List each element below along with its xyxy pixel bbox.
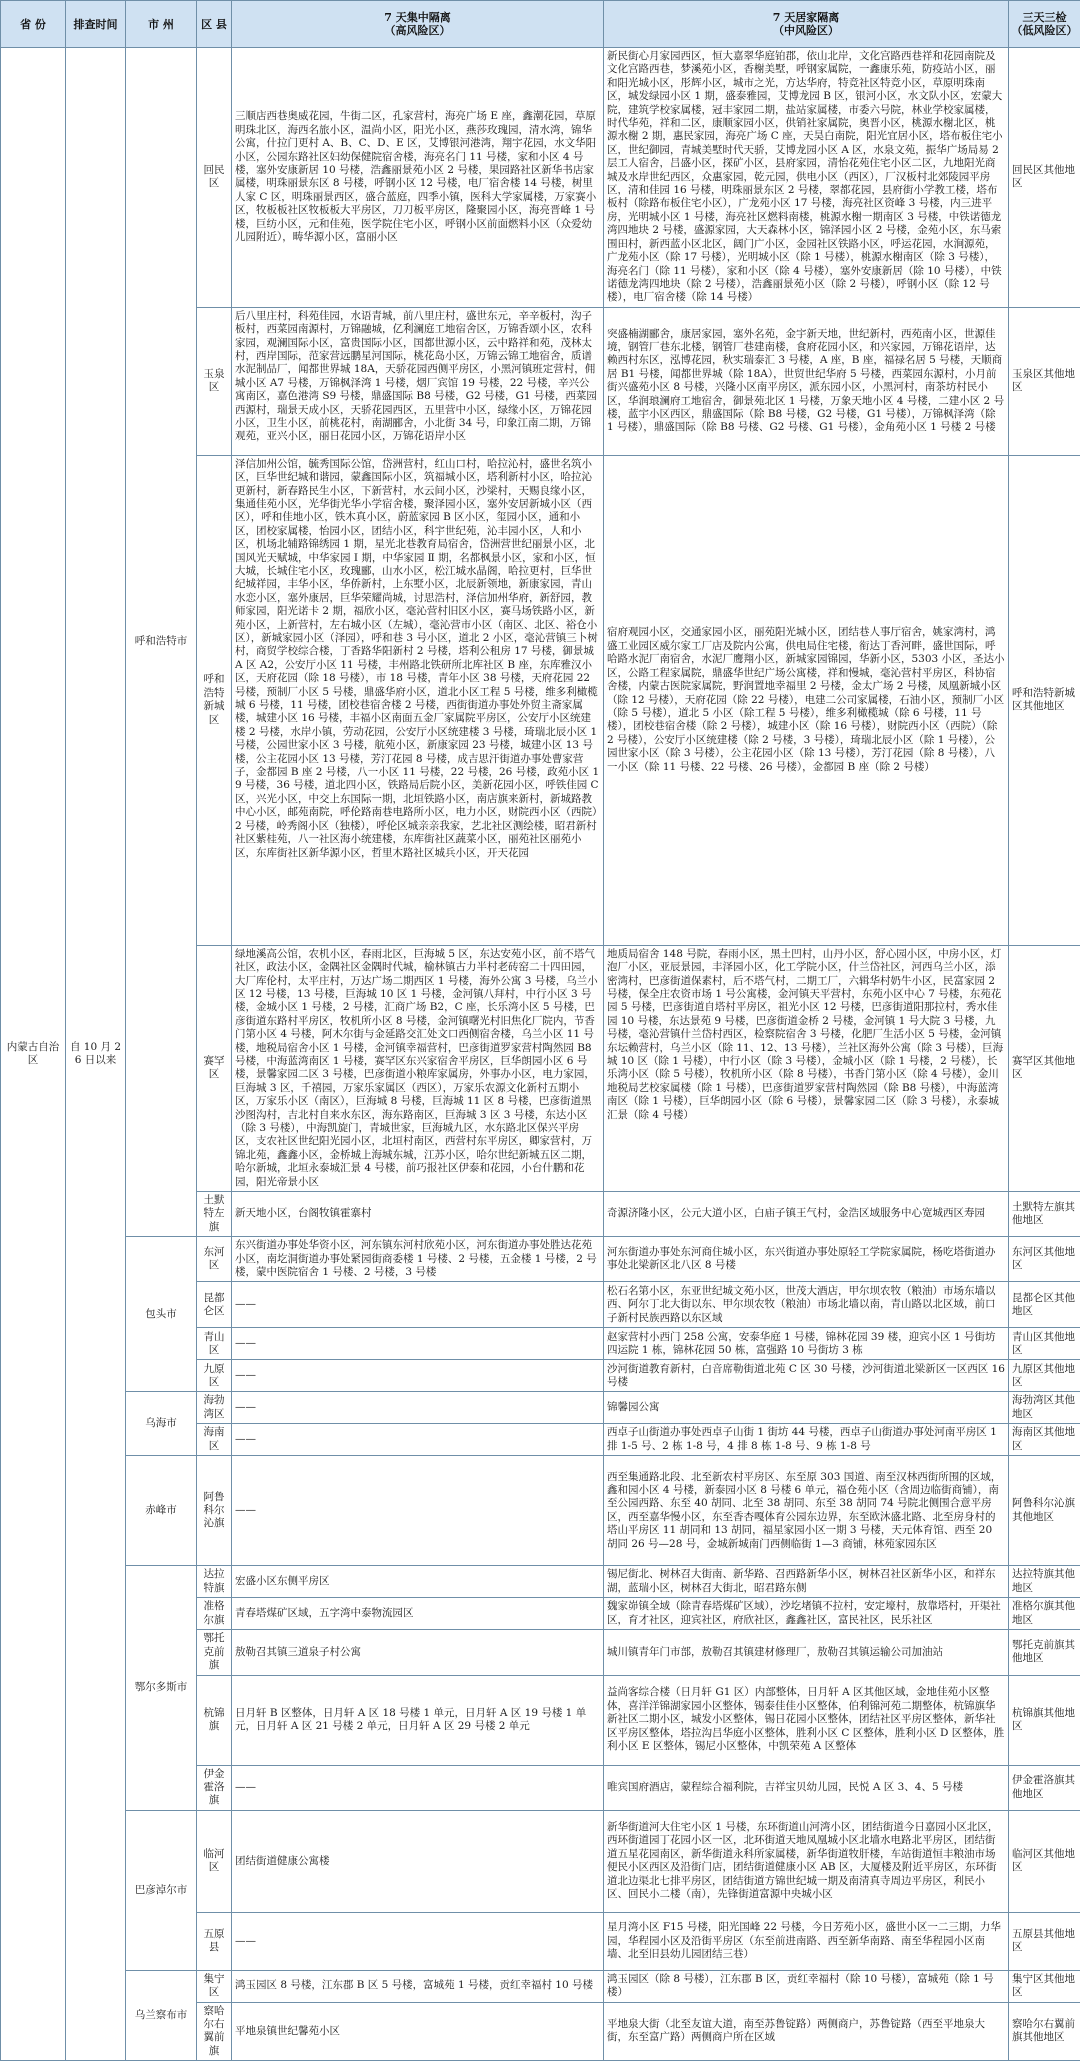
header-city: 市 州: [126, 1, 197, 48]
header-mid-risk: 7 天居家隔离 （中风险区）: [604, 1, 1009, 48]
district-cell: 集宁区: [197, 1970, 232, 2002]
district-cell: 五原县: [197, 1912, 232, 1970]
high-risk-cell: 日月轩 B 区整体，日月轩 A 区 18 号楼 1 单元，日月轩 A 区 19 号楼 1 单元，日月轩 A 区 21 号楼 2 单元，日月轩 A 区 29 号楼 2 单元: [232, 1675, 604, 1765]
mid-risk-cell: 唯宾国府酒店，蒙程综合福利院，吉祥宝贝幼儿园，民悦 A 区 3、4、5 号楼: [604, 1765, 1009, 1810]
high-risk-cell: 青春塔煤矿区域，五字湾中泰物流园区: [232, 1598, 604, 1630]
mid-risk-cell: 锡尼街北、树林召大街南、新华路、召西路新华小区，树林召社区新华小区，和祥东湖，蓝瑞小区，树林召大街北，昭君路东侧: [604, 1566, 1009, 1598]
high-risk-cell: 团结街道健康公寓楼: [232, 1810, 604, 1912]
district-cell: 伊金霍洛旗: [197, 1765, 232, 1810]
mid-risk-cell: 西至集通路北段、北至新农村平房区、东至原 303 国道、南至汉林西街所围的区域，鑫和园小区 4 号楼，新泰园小区 8 号楼 6 单元，福仓苑小区（含周边临街商铺），南至公园西路、东至 40 胡同、北至 38 胡同、东至 38 胡同 74 号院北侧围合意平房区，西至嘉华慢小区，东至香杏嘎体育公园东边界，东至欧沐盛北路、北至房身村的塔山平房区 11 胡同和 13 胡同，福星家园小区一期 3 号楼，天元体育馆、西至 20 胡同 26 号—28 号，金城新城南门西侧临街 1—3 商铺，林苑家园东区: [604, 1456, 1009, 1566]
check-time-cell: 自 10 月 26 日以来: [66, 48, 126, 2061]
table-row: [1, 1237, 1080, 1282]
district-cell: 东河区: [197, 1237, 232, 1282]
low-risk-cell: 达拉特旗其他地区: [1009, 1566, 1080, 1598]
city-cell: 包头市: [126, 1237, 197, 1392]
low-risk-cell: 海南区其他地区: [1009, 1424, 1080, 1456]
low-risk-cell: 昆都仑区其他地区: [1009, 1282, 1080, 1328]
low-risk-cell: 察哈尔右翼前旗其他地区: [1009, 2002, 1080, 2061]
district-cell: 呼和浩特新城区: [197, 455, 232, 945]
high-risk-cell: 绿地溪高公馆，农机小区，春雨北区，巨海城 5 区，东达安苑小区，前不塔气社区，政法小区，金隅社区金隅时代城，榆林镇古力半村老砖窑二十四田园，大厂库伦村，太平庄村，万达广场二期西区 1 号楼，海外公寓 3 号楼，乌兰小区 12 号楼，13 号楼，巨海城 10 区 1 号楼，金河镇八拜村，中行小区 3 号楼，金城小区 1 号楼，2 号楼，汇商广场 B2，C 座，长乐湾小区 5 号楼，巴彦街道东路村平房区，牧机所小区 8 号楼，金河镇曙光村旧焦化厂院内，节香门第小区 4 号楼，阿木尔街与金延路交汇处文口西侧宿舍楼，乌兰小区 11 号楼，地税局宿舍小区 1 号楼，金河镇幸福营村，巴彦街道罗家营村陶然园 B8 号楼，中海蓝湾南区 1 号楼，赛罕区东兴家宿舍平房区，巨华朗园小区 6 号楼，景馨家园二区 3 号楼，巴彦街道小粮库家属房，外事办小区，电力家园，巨海城 3 区，千禧园，万家乐家属区（西区），万家乐农源文化新村五期小区，万家乐小区（南区），巨海城 8 号楼，巨海城 11 区 8 号楼，巴彦街道黑沙图沟村，吉北村自来水东区，海东路南区，巨海城 3 区 3 号楼，东达小区（除 3 号楼），中海凯旋门，青城世家，巨海城九区，水东路北区保兴平房区，支农社区世纪阳光园小区，北垣村南区，西营村东平房区，卿家营村，万锦北苑，鑫鑫小区，金桥城上海城东城，江苏小区，哈尔世纪新城五区二期，哈尔新城，北垣永泰城汇景 4 号楼，前巧报社区伊泰和花园，小台什鹏和花园，阳光帝景小区: [232, 945, 604, 1191]
low-risk-cell: 呼和浩特新城区其他地区: [1009, 455, 1080, 945]
low-risk-cell: 土默特左旗其他地区: [1009, 1192, 1080, 1237]
mid-risk-cell: 奇源济隆小区，公元大道小区，白庙子镇王气村，金浩区域服务中心宽城西区寿园: [604, 1192, 1009, 1237]
high-risk-cell: ——: [232, 1360, 604, 1392]
district-cell: 赛罕区: [197, 945, 232, 1191]
high-risk-cell: 敖勒召其镇三道泉子村公寓: [232, 1630, 604, 1675]
header-high-risk: 7 天集中隔离 （高风险区）: [232, 1, 604, 48]
high-risk-cell: ——: [232, 1424, 604, 1456]
mid-risk-cell: 鸿玉园区（除 8 号楼），江东郡 B 区，贡红幸福村（除 10 号楼），富城苑（除 1 号楼）: [604, 1970, 1009, 2002]
header-province: 省 份: [1, 1, 66, 48]
mid-risk-cell: 赵家营村小西门 258 公寓，安泰华庭 1 号楼，锦林花园 39 楼，迎宾小区 1 号街坊四运院 1 栋，锦林花园 50 栋，富强路 10 号街坊 3 栋: [604, 1328, 1009, 1360]
mid-risk-cell: 魏家峁镇全域（除青春塔煤矿区域），沙圪堵镇不拉村，安定壕村，敖靠塔村，开渠社区，育才社区，迎宾社区，府欣社区，鑫鑫社区，富民社区，民乐社区: [604, 1598, 1009, 1630]
mid-risk-cell: 沙河街道教育新村，白音席勒街道北苑 C 区 30 号楼，沙河街道北梁新区一区西区 16 号楼: [604, 1360, 1009, 1392]
city-cell: 巴彦淖尔市: [126, 1810, 197, 1970]
district-cell: 杭锦旗: [197, 1675, 232, 1765]
high-risk-cell: 东兴街道办事处华资小区，河东镇东河村欣苑小区，河东街道办事处胜达花苑小区，南圪洞街道办事处紧园街商委楼 1 号楼、2 号楼，五金楼 1 号楼，2 号楼，蒙中医院宿舍 1 号楼、2 号楼，3 号楼: [232, 1237, 604, 1282]
district-cell: 九原区: [197, 1360, 232, 1392]
high-risk-cell: 鸿玉园区 8 号楼，江东郡 B 区 5 号楼，富城苑 1 号楼，贡红幸福村 10 号楼: [232, 1970, 604, 2002]
high-risk-cell: ——: [232, 1392, 604, 1424]
header-check-time: 排查时间: [66, 1, 126, 48]
low-risk-cell: 玉泉区其他地区: [1009, 307, 1080, 455]
district-cell: 察哈尔右翼前旗: [197, 2002, 232, 2061]
header-district: 区 县: [197, 1, 232, 48]
high-risk-cell: ——: [232, 1328, 604, 1360]
city-cell: 赤峰市: [126, 1456, 197, 1566]
low-risk-cell: 鄂托克前旗其他地区: [1009, 1630, 1080, 1675]
district-cell: 玉泉区: [197, 307, 232, 455]
low-risk-cell: 青山区其他地区: [1009, 1328, 1080, 1360]
district-cell: 青山区: [197, 1328, 232, 1360]
district-cell: 海勃湾区: [197, 1392, 232, 1424]
city-cell: 乌兰察布市: [126, 1970, 197, 2060]
high-risk-cell: 新天地小区，台阁牧镇霍寨村: [232, 1192, 604, 1237]
district-cell: 阿鲁科尔沁旗: [197, 1456, 232, 1566]
district-cell: 海南区: [197, 1424, 232, 1456]
high-risk-cell: ——: [232, 1456, 604, 1566]
high-risk-cell: 后八里庄村，科苑佳园，水语青城，前八里庄村，盛世东元，辛辛板村，沟子板村，西菜园南源村，万锦融城，亿利澜庭工地宿舍区，万锦香颂小区，农科家园，观澜国际小区，富贵国际小区，国都世源小区，云中路祥和苑，茂林太村，西岸国际，范家营远鹏星河国际，桃花岛小区，万锦云锦工地宿舍，质谱水泥制品厂，闻都世界城 18A，天骄花园西侧平房区，小黑河镇班定营村，佣城小区 A7 号楼，万锦枫泽湾 1 号楼，烟厂宾馆 19 号楼，22 号楼，辛兴公寓南区，嘉色港湾 S9 号楼，鼎盛国际 B8 号楼，G2 号楼，G1 号楼，西菜园西源村，瑞景天成小区，天骄花园西区，五里营中小区，绿缘小区，万锦花园小区，卫生小区，前桃花村，南湖郦舍，小北街 34 号，印象江南二期，万锦观苑，亚兴小区，丽日花园小区，万锦花语岸小区: [232, 307, 604, 455]
low-risk-cell: 准格尔旗其他地区: [1009, 1598, 1080, 1630]
low-risk-cell: 回民区其他地区: [1009, 48, 1080, 308]
table-row: [1, 1970, 1080, 2002]
table-row: [1, 48, 1080, 308]
mid-risk-cell: 益尚客综合楼（日月轩 G1 区）内部整体，日月轩 A 区其他区域，金地佳苑小区整体，喜洋洋锦湖家园小区整体，锡泰佳佳小区整体，伯利锦河苑二期整体，杭锦旗华新社区二期小区，城发小区整体，锡日花园小区整体，团结社区平房区整体，新华社区平房区整体，塔拉沟吕华庭小区整体，胜利小区 C 区整体，胜利小区 D 区整体，胜利小区 E 区整体，锡尼小区整体，中凯荣苑 A 区整体: [604, 1675, 1009, 1765]
low-risk-cell: 赛罕区其他地区: [1009, 945, 1080, 1191]
high-risk-cell: 平地泉镇世纪馨苑小区: [232, 2002, 604, 2061]
low-risk-cell: 阿鲁科尔沁旗其他地区: [1009, 1456, 1080, 1566]
district-cell: 达拉特旗: [197, 1566, 232, 1598]
mid-risk-cell: 河东街道办事处东河商住城小区，东兴街道办事处原轻工学院家属院，杨吃塔街道办事处北梁新区北八区 8 号楼: [604, 1237, 1009, 1282]
table-row: [1, 1392, 1080, 1424]
mid-risk-cell: 星月湾小区 F15 号楼，阳光国峰 22 号楼，今日芳苑小区，盛世小区一二三期，力华园，华程园小区及沿街平房区（东至前进南路、西至新华南路、南至华程园小区南墙、北至旧县幼儿园团结三巷）: [604, 1912, 1009, 1970]
high-risk-cell: ——: [232, 1282, 604, 1328]
mid-risk-cell: 新华街道河大住宅小区 1 号楼，东环街道山河湾小区，团结街道今日嘉园小区北区，西环街道园丁花园小区一区，北环街道天地凤凰城小区北墙水电路北平房区，团结街道五星花园南区，新华街道永科所家属楼，新华街道牧肝楼，车站街道恒丰粮油市场便民小区西区及沿街门店，团结街道健康小区 AB 区，大厦楼及附近平房区，东环街道北边渠北七排平房区，团结街道方锦世纪城一期及南清真寺周边平房区，利民小区、回民小二楼（南），先锋街道富源中央城小区: [604, 1810, 1009, 1912]
table-row: [1, 1566, 1080, 1598]
mid-risk-cell: 地质局宿舍 148 号院，春雨小区，黑土凹村，山丹小区，舒心园小区，中房小区，灯泡厂小区，亚辰景园，丰泽园小区，化工学院小区，什兰岱社区，河西乌兰小区，添密湾村，巴彦街道保素村，后不塔气村，二期工厂，六辑华村奶牛小区，民富家园 2 号楼，保全庄农资市场 1 号公寓楼，金河镇天平营村，东苑小区中心 7 号楼，东苑花园 5 号楼，巴彦街道自塔村平房区，祖光小区 12 号楼，巴彦街道阳那拉村，秀水佳园 10 号楼，东达景苑 9 号楼，巴彦街道金桥 2 号楼，金河镇 1 号大院 3 号楼，九号楼，毫沁营镇什兰岱村西区，检察院宿舍 3 号楼，化肥厂生活小区 5 号楼，金河镇东坛赖营村，乌兰小区（除 11、12、13 号楼），兰社区海外公寓（除 3 号楼），巨海城 10 区（除 1 号楼），中行小区（除 3 号楼），金城小区（除 1 号楼，2 号楼），长乐湾小区（除 5 号楼），牧机所小区（除 8 号楼），书香门第小区（除 4 号楼），金川地税局艺校家属楼（除 1 号楼），巴彦街道罗家营村陶然园（除 B8 号楼），中海蓝湾南区（除 1 号楼），巨华朗园小区（除 6 号楼），景馨家园二区（除 3 号楼），永泰城汇景（除 4 号楼）: [604, 945, 1009, 1191]
low-risk-cell: 九原区其他地区: [1009, 1360, 1080, 1392]
province-cell: 内蒙古自治区: [1, 48, 66, 2061]
city-cell: 鄂尔多斯市: [126, 1566, 197, 1810]
high-risk-cell: ——: [232, 1765, 604, 1810]
low-risk-cell: 海勃湾区其他地区: [1009, 1392, 1080, 1424]
district-cell: 土默特左旗: [197, 1192, 232, 1237]
mid-risk-cell: 宿府观园小区，交通家园小区，丽苑阳光城小区，团结巷人事厅宿舍，姚家湾村，鸿盛工业园区威尔家工厂店及院内公寓，供电局住宅楼，衔达丁香河畔，盛世国际，呼哈路水泥厂南宿舍，水泥厂鹰翔小区，新城家园锦园，华新小区，5303 小区，圣达小区，公路工程家属院，鼎盛华世纪广场公寓楼，祥和慢城，毫沁营村平房区，科协宿舍楼，内蒙古医院家属院，野润置地幸福里 2 号楼，金太广场 2 号楼，凤凰新城小区（除 12 号楼），天府花园（除 22 号楼），电建二公司家属楼，石油小区，预制厂小区（除 5 号楼），道北 5 小区（除工程 5 号楼），维多利橄榄城（除 6 号楼，11 号楼），团校巷宿舍楼（除 2 号楼），城建小区（除 16 号楼），财院西小区（西院）（除 2 号楼），公安厅小区统建楼（除 2 号楼，3 号楼），琦瑞北辰小区（除 1 号楼），公园世家小区（除 3 号楼），公主花园小区（除 13 号楼），芳汀花园（除 8 号楼），八一小区（除 11 号楼、22 号楼、26 号楼），金都园 B 座（除 2 号楼）: [604, 455, 1009, 945]
district-cell: 临河区: [197, 1810, 232, 1912]
high-risk-cell: 宏盛小区东侧平房区: [232, 1566, 604, 1598]
low-risk-cell: 杭锦旗其他地区: [1009, 1675, 1080, 1765]
city-cell: 乌海市: [126, 1392, 197, 1456]
table-row: [1, 1456, 1080, 1566]
mid-risk-cell: 松石名第小区，东亚世纪城文苑小区，世茂大酒店，甲尔坝农牧（粮油）市场东墙以西、阿尔丁北大街以东、甲尔坝农牧（粮油）市场北墙以南，青山路以北区域，前口子新村民族西路以东区域: [604, 1282, 1009, 1328]
district-cell: 昆都仑区: [197, 1282, 232, 1328]
low-risk-cell: 临河区其他地区: [1009, 1810, 1080, 1912]
high-risk-cell: 泽信加州公馆，毓秀国际公馆，岱洲营村，红山口村，哈拉沁村，盛世名筑小区，巨华世纪城和谐园，蒙鑫国际小区，筑福城小区，塔利新村小区，哈拉沁更新村，新春路民生小区，下新营村，水云间小区，沙梁村，天赐良缘小区，集通佳苑小区，光华街光华小学宿舍楼，聚泽园小区，塞外安居新城小区（西区），呼和佳地小区，铁木真小区，蔚蓝家园 B 区小区，玺园小区，通和小区，团校家属楼，怡园小区，团结小区，科宇世纪苑，沁丰园小区，人和小区，机场北辅路锦绣园 1 期，星光北巷教育局宿舍，岱洲营世纪丽景小区，北国风光天赋城，中华家园 Ⅰ 期，中华家园 Ⅱ 期，名都枫景小区，家和小区，恒大城，长城住宅小区，玫瑰郦，山水小区，松江城水晶阁，哈拉更村，巨华世纪城祥园，丰华小区，华侨新村，上东墅小区，北辰新领地，新康家园，青山水恋小区，塞外康居，巨华荣耀尚城，讨思浩村，泽信加州华府，新舒园，教师家园，阳光诺卡 2 期，福欣小区，毫沁营村旧区小区，赛马场铁路小区，新苑小区，上新营村，左右城小区（左城），毫沁营市小区（南区、北区、裕仓小区），新城家园小区（泽园），呼和巷 3 号小区，道北 2 小区，毫沁营镇三卜树村，商贸学校综合楼，丁香路华阳新村 2 号楼，塔利公租房 17 号楼，御景城 A 区 A2，公安厅小区 11 号楼，丰州路北铁研所北库社区 B 座，东库雅汉小区，天府花园（除 18 号楼），市 18 号楼，青年小区 38 号楼，天府花园 22 号楼，预制厂小区 5 号楼，鼎盛华府小区，道北小区工程 5 号楼，维多利橄榄城 6 号楼，11 号楼，团校巷宿舍楼 2 号楼，西街街道办事处外贸主斋家属楼，城建小区 16 号楼，丰福小区南面五金厂家属院平房区，公安厅小区统建楼 2 号楼，水岸小镇，劳动花园，公安厅小区统建楼 3 号楼，琦瑞北辰小区 1 号楼，公园世家小区 3 号楼，航苑小区，新康家园 23 号楼，城建小区 13 号楼，公主花园小区 13 号楼，芳汀花园 8 号楼，成吉思汗街道办事处曹家营子，金都园 B 座 2 号楼，八一小区 11 号楼，22 号楼，26 号楼，政苑小区 19 号楼，36 号楼，道北四小区，铁路局后院小区，美新花园小区，呼铁佳园 C 区，兴光小区，中交上东国际一期，北垣铁路小区，南店旗来新村，新城路教中心小区，邮苑南院，呼伦路南巷电路所小区，电力小区，财院西小区（西院）2 号楼，岭秀阁小区（独楼），呼伦区城亲亲我家，艺北社区测绘楼，昭君新村社区紫桂苑，八一社区海小统建楼，东库街社区蔬菜小区，丽苑社区丽苑小区，东库街社区新华源小区，哲里木路社区城兵小区，开天花园: [232, 455, 604, 945]
district-cell: 鄂托克前旗: [197, 1630, 232, 1675]
low-risk-cell: 东河区其他地区: [1009, 1237, 1080, 1282]
high-risk-cell: ——: [232, 1912, 604, 1970]
mid-risk-cell: 锦馨园公寓: [604, 1392, 1009, 1424]
low-risk-cell: 伊金霍洛旗其他地区: [1009, 1765, 1080, 1810]
mid-risk-cell: 平地泉大街（北至友谊大道，南至苏鲁锭路）两侧商户，苏鲁锭路（西至平地泉大街，东至富广路）两侧商户所在区域: [604, 2002, 1009, 2061]
city-cell: 呼和浩特市: [126, 48, 197, 1237]
header-low-risk: 三天三检 （低风险区）: [1009, 1, 1080, 48]
mid-risk-cell: 城川镇青年门市部，敖勒召其镇建材修理厂，敖勒召其镇运输公司加油站: [604, 1630, 1009, 1675]
district-cell: 回民区: [197, 48, 232, 308]
mid-risk-cell: 西卓子山街道办事处西卓子山街 1 街坊 44 号楼，西卓子山街道办事处河南平房区 1 排 1-5 号、2 栋 1-8 号，4 排 8 栋 1-8 号、9 栋 1-8 号: [604, 1424, 1009, 1456]
low-risk-cell: 五原县其他地区: [1009, 1912, 1080, 1970]
low-risk-cell: 集宁区其他地区: [1009, 1970, 1080, 2002]
high-risk-cell: 三顺店西巷奥威花园，牛街二区，孔家营村，海亮广场 E 座，鑫潮花园，草原明珠北区，海西名旅小区，温尚小区，阳光小区，燕莎玫瑰园，清水湾，锦华公寓，什拉门更村 A、B、C、D、E 区，艾博银河港湾，翔宇花园，水文华阳小区，公园东路社区妇幼保健院宿舍楼，海亮名门 11 号楼，家和小区 4 号楼，塞外安康新居 10 号楼，浩鑫丽景苑小区 2 号楼，果园路社区新华书店家属楼，明珠丽景东区 8 号楼，呼钢小区 12 号楼，电厂宿舍楼 14 号楼，树里人家 C 区，明珠丽景西区，盛合蓝庭，四季小镇，医科大学家属楼，万家赛小区，牧板板社区牧板板大平房区，刀刀板平房区，隆聚园小区，海亮晋峰 1 号楼，巨纺小区，元和佳苑，医学院住宅小区，呼钢小区前面燃料小区（众爱幼儿园附近），畴华源小区，富丽小区: [232, 48, 604, 308]
mid-risk-cell: 新民街心月家园西区，恒大嘉翠华庭铂郡，依山北岸，文化宫路西巷祥和花园南院及文化宫路西巷，梦溪苑小区，香榭美墅，呼钢家属院，一鑫康乐苑，防疫站小区，丽和阳光城小区，彤辉小区，城市之光，方达华府，特竞社区特竞小区，草原明珠南区，城发绿园小区 1 期，盛泰雅园，艾博龙园 B 区，银河小区，水文队小区，宏蒙大院，建筑学校家属楼，冠丰家园二期，盐站家属楼，市委六号院，林业学校家属楼，时代华苑，祥和二区，康顺家园小区，供销社家属院，奥晋小区，桃源水榭北区，桃源水榭 2 期，惠民家园，海亮广场 C 座，天昊白南院，阳光宜居小区，塔布板住宅小区，世纪御园，青城美墅时代天骄，艾博龙园小区 A 区，水泉文苑，振华广场局易 2 层工人宿舍，吕盛小区，探矿小区，县府家园，清怡花苑住宅小区二区，九地阳光商城及水岸世纪西区，众惠家园，乾元园，供电小区（西区），厂汉板村北郊陵园平房区，清和佳园 16 号楼，明珠丽景东区 2 号楼，翠都花园，县府街小学教工楼，塔布板村（除路布板住宅小区），广龙苑小区 17 号楼，海亮社区资峰 3 号楼，内三进平房，光明城小区 1 号楼，海亮社区燃料南楼，桃源水榭一期南区 3 号楼，中铁诺德龙湾四地块 2 号楼，盛源家园，大天森林小区，锦泽园小区 2 号楼，金苑小区，东马索围田村，新西蓝小区北区，阔门广小区，金园社区铁路小区，呼运花园，水涧源苑，广龙苑小区（除 17 号楼），光明城小区（除 1 号楼），桃源水榭南区（除 3 号楼），海亮名门（除 11 号楼），家和小区（除 4 号楼），塞外安康新居（除 10 号楼），中铁诺德龙湾四地块（除 2 号楼），浩鑫丽景苑小区（除 2 号楼），呼钢小区（除 12 号楼），电厂宿舍楼（除 14 号楼）: [604, 48, 1009, 308]
district-cell: 准格尔旗: [197, 1598, 232, 1630]
mid-risk-cell: 突盛楠湖郦舍，康居家园，塞外名苑，金宇新天地，世纪新村，西苑南小区，世源佳境，钢管厂巷东北楼，钢管厂巷建南楼，食府花园小区，和兴家园，万锦花语岸，达赖西村东区，泓博花园，秋实瑞泰汇 3 号楼，A 座，B 座，福禄名居 5 号楼，天顺商居 B1 号楼，闻都世界城（除 18A），世贸世纪华府 5 号楼，西菜园东源村，小月前街兴盛苑小区 8 号楼，兴隆小区南平房区，派东园小区，小黑河村，南茶坊村民小区，华润琅澜府工地宿舍，御景苑北区 1 号楼，万象天地小区 4 号楼，二建小区 2 号楼，蓝宇小区西区，鼎盛国际（除 B8 号楼，G2 号楼，G1 号楼），万锦枫泽湾（除 1 号楼），鼎盛国际（除 B8 号楼、G2 号楼、G1 号楼），金角苑小区 1 号楼 2 号楼: [604, 307, 1009, 455]
table-row: [1, 1810, 1080, 1912]
table-header-row: [1, 1, 1080, 48]
